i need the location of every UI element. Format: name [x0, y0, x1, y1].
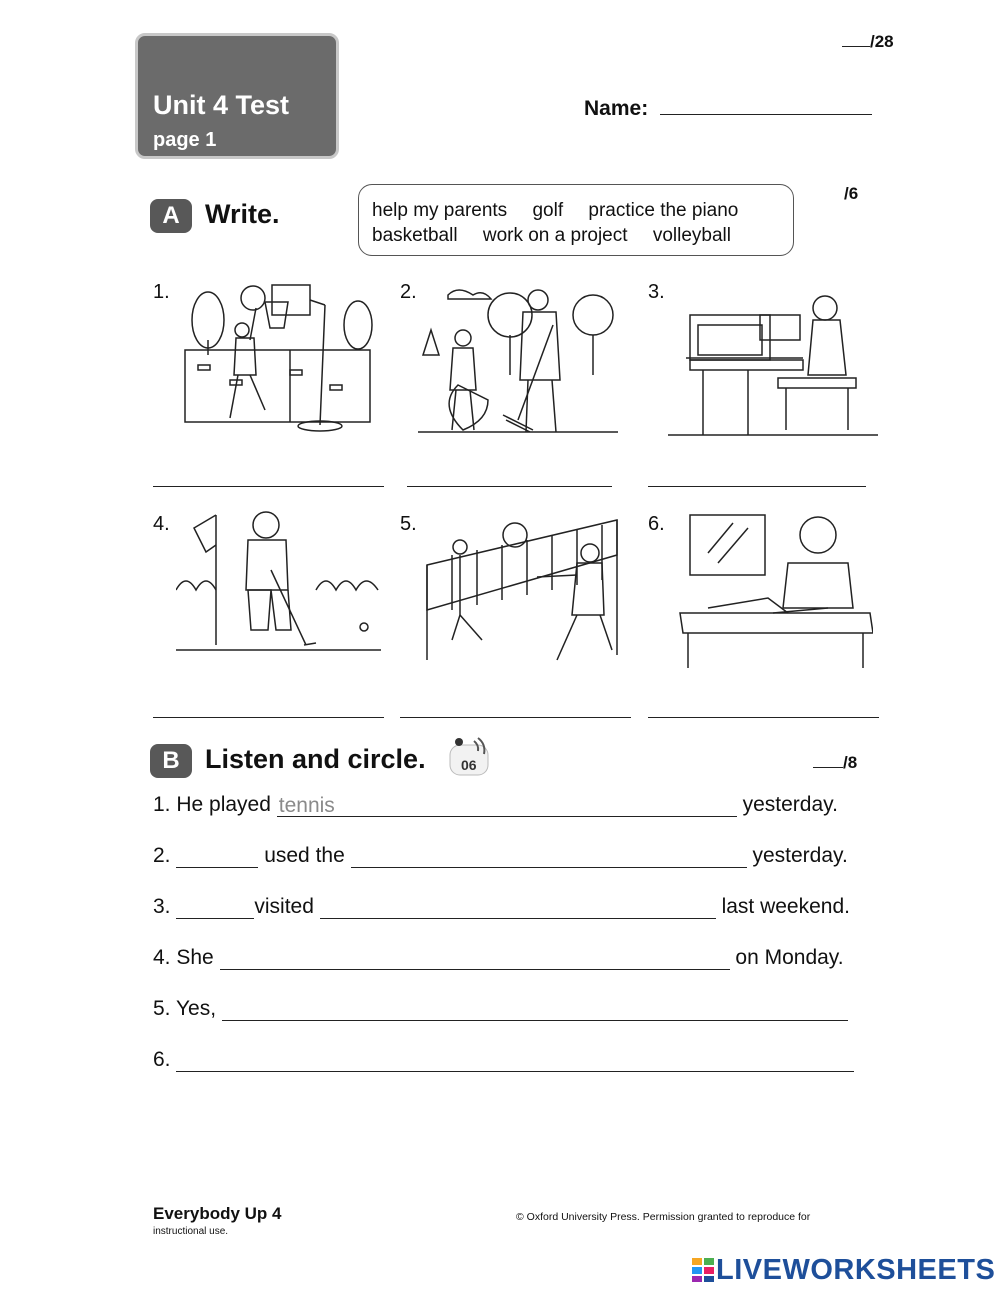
section-a-score: /6	[844, 184, 859, 203]
item-number-3: 3.	[648, 281, 665, 303]
item-number-5: 5.	[400, 513, 417, 535]
answer-line-5[interactable]	[400, 717, 631, 718]
answer-line-6[interactable]	[648, 717, 879, 718]
answer-line-4[interactable]	[153, 717, 384, 718]
volleyball-illustration	[422, 515, 622, 665]
answer-1: tennis	[278, 794, 335, 817]
raking-leaves-illustration	[418, 280, 618, 440]
footer-sub: instructional use.	[153, 1226, 229, 1237]
item-number-4: 4.	[153, 513, 170, 535]
project-illustration	[678, 513, 873, 668]
section-a-badge: A	[150, 199, 192, 233]
copyright-notice: © Oxford University Press. Permission granted to reproduce for	[516, 1211, 811, 1223]
footer-book-title: Everybody Up 4	[153, 1204, 282, 1223]
item-number-6: 6.	[648, 513, 665, 535]
word-practice-the-piano: practice the piano	[588, 200, 739, 221]
sentence-2: 2. used the yesterday.	[153, 844, 848, 867]
section-b-badge: B	[150, 744, 192, 778]
blank-2a[interactable]	[176, 846, 258, 868]
answer-line-2[interactable]	[407, 486, 612, 487]
blank-4[interactable]	[220, 948, 730, 970]
liveworksheets-logo-text: LIVEWORKSHEETS	[716, 1254, 996, 1286]
liveworksheets-logo[interactable]	[692, 1254, 995, 1287]
unit-title: Unit 4 Test	[153, 90, 290, 120]
blank-6[interactable]	[176, 1050, 854, 1072]
sentence-6: 6.	[153, 1048, 854, 1072]
sentence-1: 1. He played tennis yesterday.	[153, 793, 838, 817]
golf-illustration	[176, 510, 381, 660]
sentence-4: 4. She on Monday.	[153, 946, 844, 969]
name-label: Name:	[584, 97, 649, 120]
blank-3a[interactable]	[176, 897, 254, 919]
section-a-title: Write.	[205, 199, 280, 229]
blank-1[interactable]	[277, 795, 737, 817]
section-b-score: /8	[813, 753, 857, 773]
section-b-title: Listen and circle.	[205, 744, 426, 774]
liveworksheets-logo-icon	[692, 1258, 714, 1282]
word-basketball: basketball	[372, 225, 458, 246]
answer-line-1[interactable]	[153, 486, 384, 487]
audio-track-button[interactable]	[444, 735, 494, 779]
word-work-on-a-project: work on a project	[482, 225, 628, 246]
word-bank	[358, 184, 794, 256]
item-number-1: 1.	[153, 281, 170, 303]
name-field[interactable]	[584, 97, 872, 121]
answer-line-3[interactable]	[648, 486, 866, 487]
blank-2b[interactable]	[351, 846, 747, 868]
piano-illustration	[668, 290, 878, 450]
word-help-my-parents: help my parents	[372, 200, 508, 221]
sentence-5: 5. Yes,	[153, 997, 848, 1021]
page-label: page 1	[153, 129, 217, 151]
audio-track-number: 06	[461, 757, 477, 773]
basketball-illustration	[180, 280, 380, 440]
blank-3b[interactable]	[320, 897, 716, 919]
sentence-3: 3. visited last weekend.	[153, 895, 850, 918]
total-score: /28	[842, 32, 894, 52]
word-volleyball: volleyball	[652, 225, 731, 246]
item-number-2: 2.	[400, 281, 417, 303]
blank-5[interactable]	[222, 999, 848, 1021]
word-golf: golf	[532, 200, 564, 221]
